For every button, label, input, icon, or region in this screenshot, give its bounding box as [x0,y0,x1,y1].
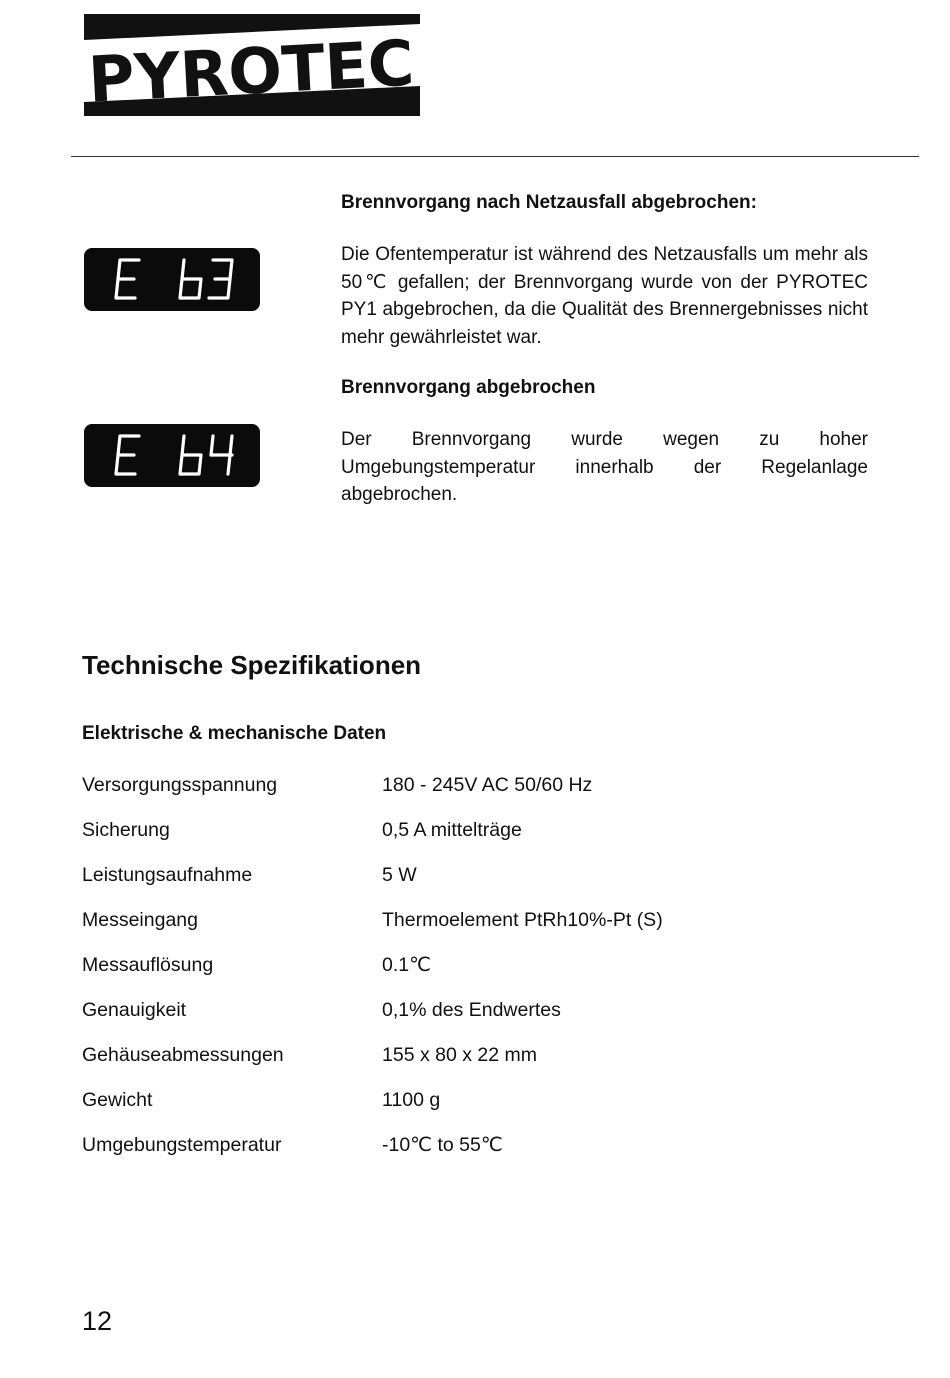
spec-label: Gewicht [82,1089,153,1111]
lcd-display-e-b4 [84,424,260,487]
section-subtitle: Elektrische & mechanische Daten [82,723,387,744]
spec-label: Messauflösung [82,954,214,976]
spec-value: 180 - 245V AC 50/60 Hz [382,774,593,796]
spec-value: 155 x 80 x 22 mm [382,1044,537,1066]
spec-value: 5 W [382,864,417,886]
spec-value: 0,5 A mittelträge [382,819,522,841]
spec-value: -10℃ to 55℃ [382,1134,503,1156]
spec-label: Sicherung [82,819,170,841]
spec-row [82,1042,802,1087]
spec-row [82,997,802,1042]
spec-value: 0,1% des Endwertes [382,999,561,1021]
spec-row [82,772,802,817]
spec-row [82,1087,802,1132]
spec-row [82,862,802,907]
error-e-b3-heading: Brennvorgang nach Netzausfall abgebrochen: [341,192,757,213]
spec-label: Versorgungsspannung [82,774,278,796]
pyrotec-logo [84,14,422,118]
header-divider [71,156,919,157]
spec-label: Genauigkeit [82,999,187,1021]
spec-value: 0.1℃ [382,954,432,976]
spec-value: Thermoelement PtRh10%-Pt (S) [382,909,663,931]
section-title: Technische Spezifikationen [82,650,422,680]
lcd-display-e-b3 [84,248,260,311]
spec-value: 1100 g [382,1089,441,1111]
spec-row [82,907,802,952]
spec-label: Gehäuseabmessungen [82,1044,284,1066]
spec-label: Leistungsaufnahme [82,864,253,886]
logo-text: PYROTEC [86,26,416,117]
spec-label: Umgebungstemperatur [82,1134,282,1156]
spec-row [82,952,802,997]
spec-row [82,1132,802,1177]
error-e-b3-description: Die Ofentemperatur ist während des Netzausfalls um mehr als 50℃ gefallen; der Brennvorgang wurde von der PYROTEC PY1 abgebrochen, da die Qualität des Brennergebnisses nicht mehr gewährleistet war. [341,244,868,348]
spec-row [82,817,802,862]
page-number: 12 [82,1306,113,1336]
spec-label: Messeingang [82,909,198,931]
spec-table [82,772,802,1177]
error-e-b4-description: Der Brennvorgang wurde wegen zu hoher Umgebungstemperatur innerhalb der Regelanlage abgebrochen. [341,429,868,505]
error-e-b4-heading: Brennvorgang abgebrochen [341,377,596,398]
